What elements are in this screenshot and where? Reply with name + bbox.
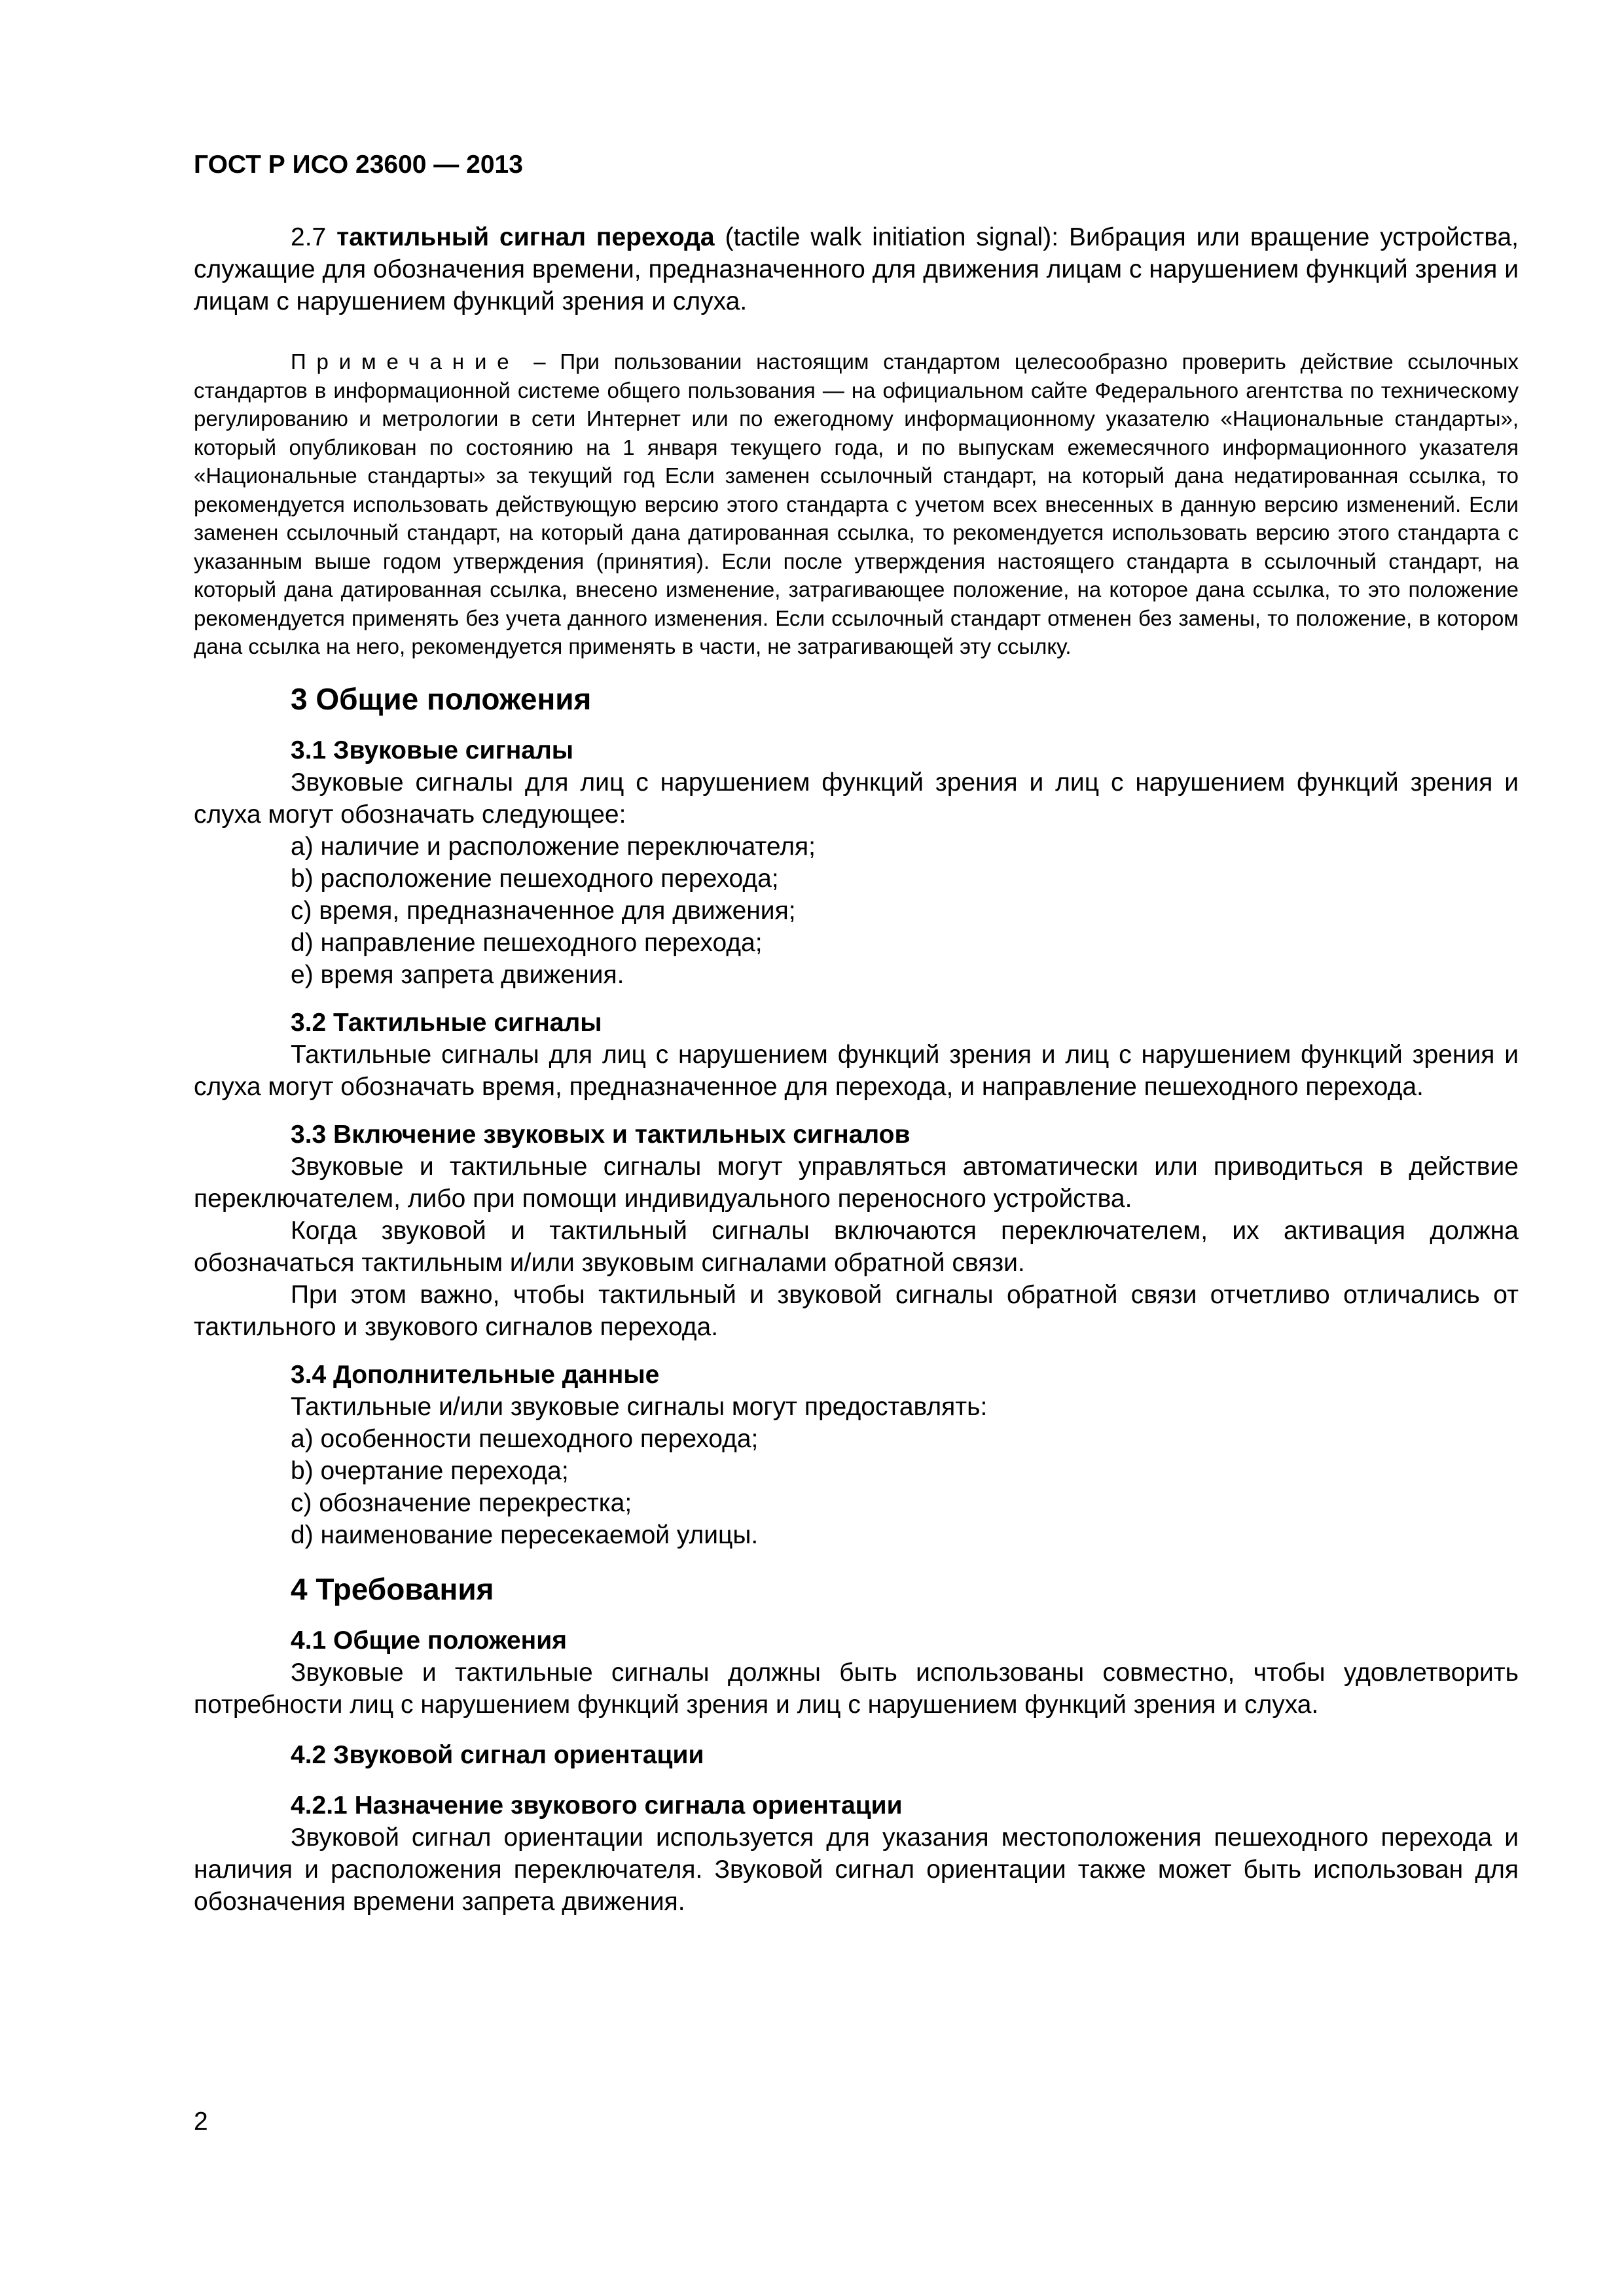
note-text: – При пользовании настоящим стандартом целесообразно проверить действие ссылочных стандартов в информационной системе общего пользования — на официальном сайте Федерального агентства по техническому регулированию и метрологии в сети Интернет или по ежегодному информационному указателю «Национальные стандарты», который опубликован по состоянию на 1 января текущего года, и по выпускам ежемесячного информационного указателя «Национальные стандарты» за текущий год Если заменен ссылочный стандарт, на который дана недатированная ссылка, то рекомендуется использовать действующую версию этого стандарта с учетом всех внесенных в данную версию изменений. Если заменен ссылочный стандарт, на который дана датированная ссылка, то рекомендуется использовать версию этого стандарта с указанным выше годом утверждения (принятия). Если после утверждения настоящего стандарта в ссылочный стандарт, на который дана датированная ссылка, внесено изменение, затрагивающее положение, на которое дана ссылка, то это положение рекомендуется применять без учета данного изменения. Если ссылочный стандарт отменен без замены, то положение, в котором дана ссылка на него, рекомендуется применять в части, не затрагивающей эту ссылку. [194,350,1519,658]
list-item: b) очертание перехода; [291,1456,569,1485]
section-3-3-paragraph-3: При этом важно, чтобы тактильный и звуковой сигналы обратной связи отчетливо отличались от тактильного и звукового сигналов перехода. [194,1280,1519,1341]
list-item: a) особенности пешеходного перехода; [291,1424,759,1453]
definition-number: 2.7 [291,223,327,251]
section-4-1-text: Звуковые и тактильные сигналы должны быть использованы совместно, чтобы удовлетворить потребности лиц с нарушением функций зрения и лиц с нарушением функций зрения и слуха. [194,1658,1519,1719]
section-3-3-paragraph-1: Звуковые и тактильные сигналы могут управляться автоматически или приводиться в действие переключателем, либо при помощи индивидуального переносного устройства. [194,1152,1519,1213]
section-3-4-title: 3.4 Дополнительные данные [291,1360,660,1389]
definition-2-7 [194,221,1519,317]
section-4-2-1-title: 4.2.1 Назначение звукового сигнала ориентации [291,1791,903,1820]
section-3-1-list [194,831,1519,991]
section-3-2-text: Тактильные сигналы для лиц с нарушением функций зрения и лиц с нарушением функций зрения и слуха могут обозначать время, предназначенное для перехода, и направление пешеходного перехода. [194,1040,1519,1101]
section-3-1-intro: Звуковые сигналы для лиц с нарушением функций зрения и лиц с нарушением функций зрения и слуха могут обозначать следующее: [194,768,1519,829]
list-item: b) расположение пешеходного перехода; [291,864,779,893]
section-3-1-title: 3.1 Звуковые сигналы [291,736,574,764]
section-3-title: 3 Общие положения [291,681,592,716]
definition-text: (tactile walk initiation signal): Вибрация или вращение устройства, служащие для обозначения времени, предназначенного для движения лицам с нарушением функций зрения и лицам с нарушением функций зрения и слуха. [194,223,1519,315]
section-3-2-title: 3.2 Тактильные сигналы [291,1008,602,1037]
section-3-3-paragraph-2: Когда звуковой и тактильный сигналы включаются переключателем, их активация должна обозначаться тактильным и/или звуковым сигналами обратной связи. [194,1216,1519,1277]
section-4-2-title: 4.2 Звуковой сигнал ориентации [291,1740,704,1769]
list-item: c) время, предназначенное для движения; [291,896,796,925]
section-3-4-list [194,1423,1519,1551]
page-number: 2 [194,2108,208,2136]
section-4-2-1-text: Звуковой сигнал ориентации используется для указания местоположения пешеходного перехода и наличия и расположения переключателя. Звуковой сигнал ориентации также может быть использован для обозначения времени запрета движения. [194,1823,1519,1916]
section-4-1-title: 4.1 Общие положения [291,1626,567,1655]
list-item: d) наименование пересекаемой улицы. [291,1520,759,1549]
list-item: e) время запрета движения. [291,960,624,989]
standard-header: ГОСТ Р ИСО 23600 — 2013 [194,151,523,179]
list-item: a) наличие и расположение переключателя; [291,832,816,861]
list-item: d) направление пешеходного перехода; [291,928,763,957]
document-page [194,151,1519,1918]
note-paragraph [194,348,1519,661]
note-label: Примечание [291,350,520,374]
section-3-3-title: 3.3 Включение звуковых и тактильных сигналов [291,1120,911,1149]
section-4-title: 4 Требования [291,1571,494,1606]
definition-term: тактильный сигнал перехода [336,223,715,251]
list-item: c) обозначение перекрестка; [291,1488,632,1517]
section-3-4-intro: Тактильные и/или звуковые сигналы могут предоставлять: [291,1392,988,1421]
